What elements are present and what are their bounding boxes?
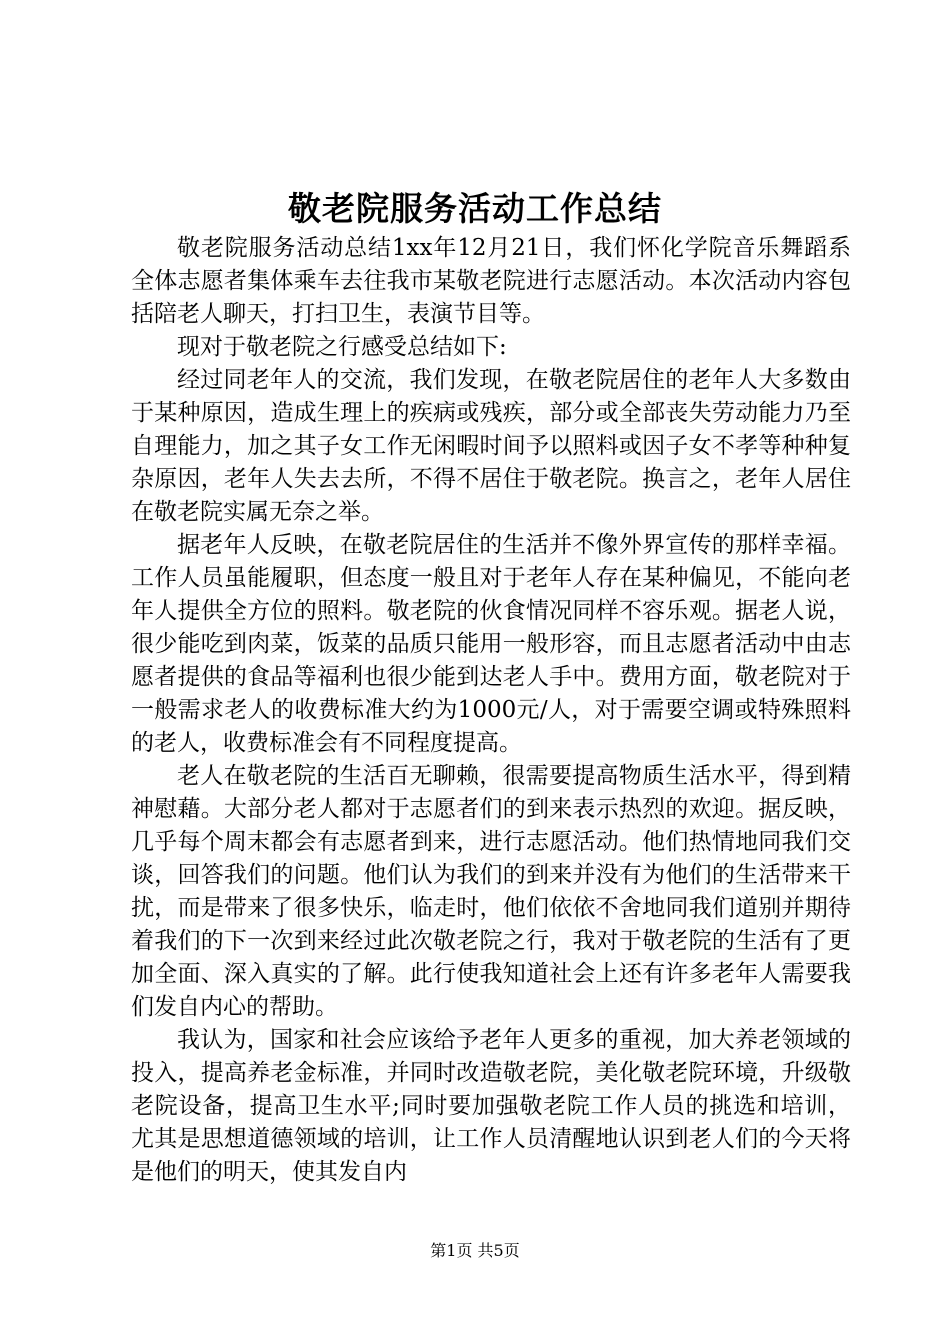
document-title: 敬老院服务活动工作总结 [288,189,662,228]
paragraph-volunteer-welcome: 老人在敬老院的生活百无聊赖，很需要提高物质生活水平，得到精神慰藉。大部分老人都对于志愿者们的到来表示热烈的欢迎。据反映，几乎每个周末都会有志愿者到来，进行志愿活动。他们热情地同我们交谈，回答我们的问题。他们认为我们的到来并没有为他们的生活带来干扰，而是带来了很多快乐，临走时，他们依依不舍地同我们道别并期待着我们的下一次到来经过此次敬老院之行，我对于敬老院的生活有了更加全面、深入真实的了解。此行使我知道社会上还有许多老年人需要我们发自内心的帮助。 [131,763,851,1020]
page-footer: 第1页 共5页 [430,1241,520,1260]
paragraph-summary-lead: 现对于敬老院之行感受总结如下: [177,334,507,360]
paragraph-living-conditions: 据老年人反映，在敬老院居住的生活并不像外界宣传的那样幸福。工作人员虽能履职，但态度一般且对于老年人存在某种偏见，不能向老年人提供全方位的照料。敬老院的伙食情况同样不容乐观。据老人说，很少能吃到肉菜，饭菜的品质只能用一般形容，而且志愿者活动中由志愿者提供的食品等福利也很少能到达老人手中。费用方面，敬老院对于一般需求老人的收费标准大约为1000元/人，对于需要空调或特殊照料的老人，收费标准会有不同程度提高。 [131,532,851,756]
paragraph-findings: 经过同老年人的交流，我们发现，在敬老院居住的老年人大多数由于某种原因，造成生理上的疾病或残疾，部分或全部丧失劳动能力乃至自理能力，加之其子女工作无闲暇时间予以照料或因子女不孝等种种复杂原因，老年人失去去所，不得不居住于敬老院。换言之，老年人居住在敬老院实属无奈之举。 [131,367,851,525]
paragraph-intro: 敬老院服务活动总结1xx年12月21日，我们怀化学院音乐舞蹈系全体志愿者集体乘车去往我市某敬老院进行志愿活动。本次活动内容包括陪老人聊天，打扫卫生，表演节目等。 [131,235,851,327]
document-body [131,232,851,1189]
paragraph-recommendations: 我认为，国家和社会应该给予老年人更多的重视，加大养老领域的投入，提高养老金标准，并同时改造敬老院，美化敬老院环境，升级敬老院设备，提高卫生水平;同时要加强敬老院工作人员的挑选和培训，尤其是思想道德领域的培训，让工作人员清醒地认识到老人们的今天将是他们的明天，使其发自内 [131,1027,851,1185]
